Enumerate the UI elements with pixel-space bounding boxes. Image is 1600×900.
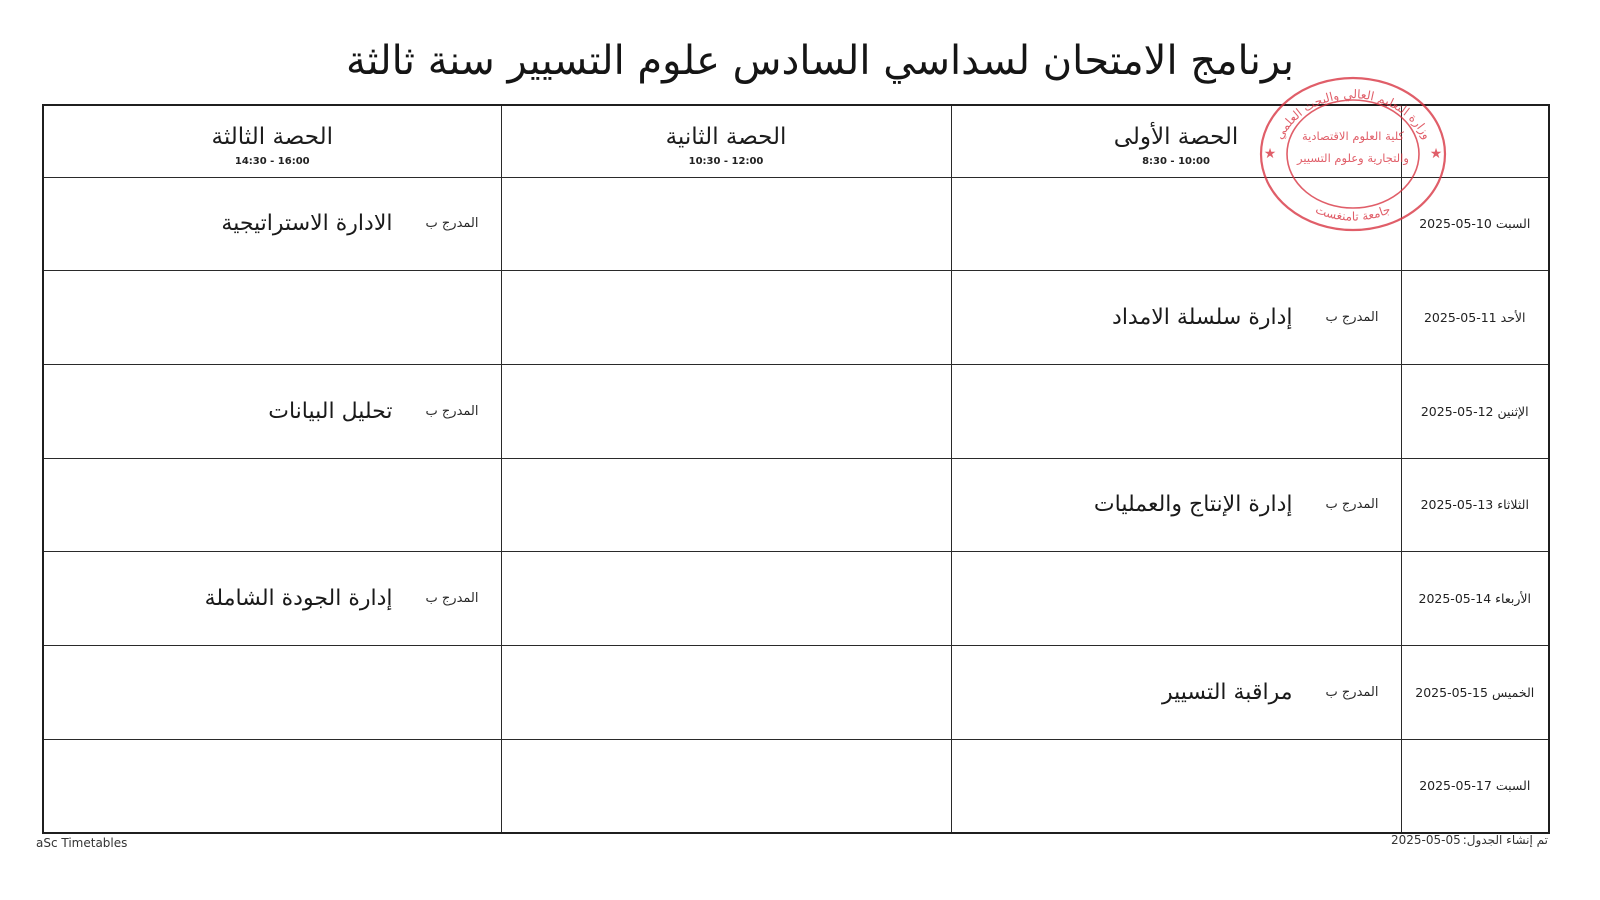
exam-cell: [951, 271, 1401, 365]
day-cell: [1401, 458, 1549, 552]
exam-subject: إدارة الجودة الشاملة: [204, 586, 393, 612]
day-date: 2025-05-11: [1423, 310, 1497, 326]
day-date: 2025-05-13: [1420, 497, 1494, 513]
exam-subject: الادارة الاستراتيجية: [221, 211, 393, 237]
exam-cell: [43, 364, 501, 458]
header-row: [43, 105, 1549, 177]
exam-room: المدرج ب: [1325, 684, 1379, 700]
created-date-note: [1391, 833, 1548, 847]
day-date: 2025-05-17: [1419, 778, 1492, 794]
exam-cell: [501, 271, 951, 365]
exam-room: المدرج ب: [1325, 310, 1379, 326]
exam-cell: [43, 271, 501, 365]
exam-cell: [501, 458, 951, 552]
exam-cell: [43, 739, 501, 833]
exam-cell: [951, 177, 1401, 271]
day-name: الخميس: [1491, 684, 1535, 700]
day-date: 2025-05-14: [1418, 591, 1492, 607]
table-row: [43, 739, 1549, 833]
day-date: 2025-05-10: [1419, 216, 1492, 232]
seal-line-1: كلية العلوم الاقتصادية: [1301, 129, 1405, 143]
exam-room: المدرج ب: [425, 591, 479, 607]
table-row: [43, 645, 1549, 739]
seal-ring-bottom-text: جامعة تامنغست: [1313, 202, 1393, 224]
exam-subject: إدارة الإنتاج والعمليات: [1093, 492, 1293, 518]
table-row: [43, 364, 1549, 458]
exam-cell: [951, 364, 1401, 458]
exam-cell: [951, 458, 1401, 552]
exam-cell: [501, 552, 951, 646]
exam-subject: تحليل البيانات: [268, 398, 393, 424]
slot-name: الحصة الثانية: [665, 123, 787, 150]
slot-name: الحصة الثالثة: [211, 123, 333, 150]
day-name: الأربعاء: [1495, 591, 1531, 607]
day-cell: [1401, 645, 1549, 739]
created-label: تم إنشاء الجدول:: [1462, 833, 1548, 847]
exam-cell: [43, 177, 501, 271]
table-row: [43, 177, 1549, 271]
exam-room: المدرج ب: [425, 216, 479, 232]
svg-text:★: ★: [1263, 146, 1277, 162]
slot-name: الحصة الأولى: [1113, 123, 1239, 150]
day-cell: [1401, 271, 1549, 365]
exam-cell: [43, 645, 501, 739]
slot-header-1: [951, 105, 1401, 177]
exam-cell: [501, 739, 951, 833]
exam-cell: [501, 645, 951, 739]
day-cell: [1401, 364, 1549, 458]
day-date: 2025-05-12: [1420, 403, 1494, 419]
software-credit: aSc Timetables: [36, 836, 128, 850]
slot-header-3: [43, 105, 501, 177]
day-name: الإثنين: [1497, 403, 1529, 419]
exam-room: المدرج ب: [1325, 497, 1379, 513]
exam-room: المدرج ب: [425, 403, 479, 419]
day-name: الأحد: [1500, 310, 1526, 326]
corner-cell: [1401, 105, 1549, 177]
table-row: [43, 552, 1549, 646]
day-date: 2025-05-15: [1415, 684, 1488, 700]
day-name: الثلاثاء: [1497, 497, 1529, 513]
exam-cell: [951, 739, 1401, 833]
day-name: السبت: [1495, 216, 1531, 232]
exam-cell: [501, 177, 951, 271]
created-date: 2025-05-05: [1391, 833, 1461, 847]
svg-text:★: ★: [1429, 146, 1443, 162]
exam-cell: [43, 552, 501, 646]
exam-cell: [501, 364, 951, 458]
day-cell: [1401, 177, 1549, 271]
seal-ring-top-text: وزارة التعليم العالي والبحث العلمي: [1271, 87, 1435, 142]
day-cell: [1401, 552, 1549, 646]
day-name: السبت: [1495, 778, 1531, 794]
exam-cell: [951, 552, 1401, 646]
exam-cell: [951, 645, 1401, 739]
table-row: [43, 458, 1549, 552]
slot-time: 14:30 - 16:00: [234, 155, 310, 167]
slot-time: 10:30 - 12:00: [688, 155, 764, 167]
exam-subject: مراقبة التسيير: [1162, 679, 1293, 705]
slot-time: 8:30 - 10:00: [1142, 155, 1210, 167]
exam-schedule-table: [42, 104, 1550, 834]
exam-subject: إدارة سلسلة الامداد: [1112, 305, 1293, 331]
day-cell: [1401, 739, 1549, 833]
exam-cell: [43, 458, 501, 552]
slot-header-2: [501, 105, 951, 177]
page-title: برنامج الامتحان لسداسي السادس علوم التسيير سنة ثالثة: [345, 38, 1295, 84]
table-row: [43, 271, 1549, 365]
seal-line-2: والتجارية وعلوم التسيير: [1297, 151, 1409, 165]
